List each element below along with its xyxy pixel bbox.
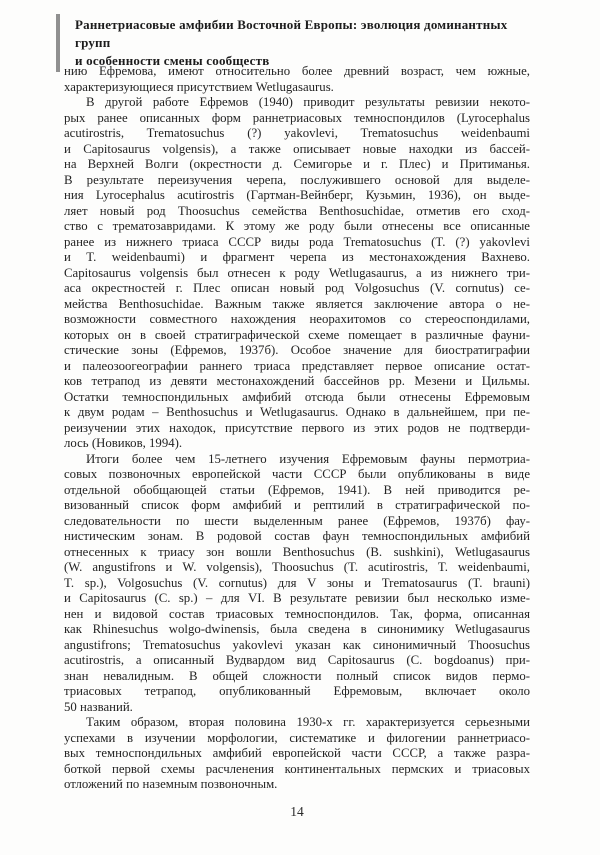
text-line: визованный список форм амфибий и рептилий в стратиграфической по- — [64, 498, 530, 512]
text-line: и палеозоогеографии раннего триаса представляет первое описание остат- — [64, 358, 530, 373]
text-line: ранее из нижнего триаса СССР виды рода Trematosuchus (T. (?) yakovlevi — [64, 234, 530, 249]
text-line: acutirostris, а описанный Вудвардом вид Capitosaurus (C. bogdoanus) при- — [64, 653, 530, 667]
text-line: acutirostris, Trematosuchus (?) yakovlevi, Trematosuchus weidenbaumi — [64, 126, 530, 140]
text-line: стические зоны (Ефремов, 1937б). Особое значение для биостратиграфии — [64, 343, 530, 357]
text-line: В результате переизучения черепа, послужившего основой для выделе- — [64, 172, 530, 187]
text-line: мейства Benthosuchidae. Важным также является заключение автора о не- — [64, 296, 530, 311]
text-line: Таким образом, вторая половина 1930-х гг. характеризуется серьезными — [86, 715, 530, 729]
text-line: нен и видовой состав триасовых темноспондилов. Так, форма, описанная — [64, 606, 530, 621]
text-line: отложений по наземным позвоночным. — [64, 777, 278, 791]
text-line: Итоги более чем 15-летнего изучения Ефремовым фауны пермотриа- — [86, 451, 530, 466]
text-line: реизучении этих находок, присутствие первого из этих родов не подтверди- — [64, 420, 530, 435]
running-head-rule — [56, 14, 60, 72]
text-line: ство с трематозавридами. К этому же роду были отнесены все описанные — [64, 219, 530, 233]
text-line: ляет новый род Thoosuchus семейства Benthosuchidae, отметив его сход- — [64, 203, 530, 218]
text-line: нию Ефремова, имеют относительно более древний возраст, чем южные, — [64, 64, 530, 78]
text-line: аса окрестностей г. Плес описан новый род Volgosuchus (V. cornutus) се- — [64, 281, 530, 295]
text-line: В другой работе Ефремов (1940) приводит результаты ревизии некото- — [86, 95, 530, 109]
text-line: следовательности по шести выделенным ранее (Ефремов, 1937б) фау- — [64, 513, 530, 528]
page-number: 14 — [290, 804, 304, 819]
text-line: и Capitosaurus volgensis), а также описывает новые находки из бассей- — [64, 141, 530, 156]
text-line: и T. weidenbaumi) и фрагмент черепа из местонахождения Вахнево. — [64, 250, 530, 264]
body-text — [64, 64, 530, 793]
text-line: отдельной обобщающей статьи (Ефремов, 1941). В ней приводится ре- — [64, 482, 530, 497]
text-line: боткой первой схемы расчленения континентальных пермских и триасовых — [64, 761, 530, 776]
text-line: (W. angustifrons и W. volgensis), Thoosuchus (T. acutirostris, T. weidenbaumi, — [64, 560, 530, 574]
text-line: которых он в своей стратиграфической схеме помещает в различные фауни- — [64, 327, 530, 342]
text-line: триасовых тетрапод, опубликованный Ефремовым, включает около — [64, 684, 530, 698]
text-line: ков тетрапод из девяти местонахождений бассейнов рр. Мезени и Цильмы. — [64, 374, 530, 388]
text-line: возможности совместного нахождения неорахитомов со стереоспондилами, — [64, 312, 530, 326]
running-head-line-1: Раннетриасовые амфибии Восточной Европы: эволюция доминантных групп — [75, 17, 508, 50]
text-line: лось (Новиков, 1994). — [64, 436, 183, 450]
text-line: отнесенных к триасу зон вошли Benthosuchus (B. sushkini), Wetlugasaurus — [64, 544, 530, 559]
text-line: 50 названий. — [64, 699, 133, 714]
text-line: знан невалидным. В общей сложности полный список видов пермо- — [64, 668, 530, 683]
text-line: ния Lyrocephalus acutirostris (Гартман-Вейнберг, Кузьмин, 1936), он выде- — [64, 188, 530, 202]
text-line: вых темноспондильных амфибий европейской части СССР, а также разра- — [64, 746, 530, 760]
text-line: нистическим зонам. В родовой состав фаун темноспондильных амфибий — [64, 529, 530, 543]
text-line: и Capitosaurus (C. sp.) – для VI. В результате ревизии был несколько изме- — [64, 591, 530, 605]
text-line: на Верхней Волги (окрестности д. Семигорье и г. Плес) и Притиманья. — [64, 157, 530, 171]
text-line: характеризующиеся присутствием Wetlugasaurus. — [64, 79, 334, 94]
text-line: успехами в изучении морфологии, систематике и филогении раннетриасо- — [64, 730, 530, 745]
text-line: angustifrons; Trematosuchus yakovlevi указан как синонимичный Thoosuchus — [64, 637, 530, 652]
text-line: совых позвоночных европейской части СССР были опубликованы в виде — [64, 467, 530, 481]
text-line: к двум родам – Benthosuchus и Wetlugasaurus. Однако в дальнейшем, при пе- — [64, 405, 530, 419]
text-line: T. sp.), Volgosuchus (V. cornutus) для V зоны и Trematosaurus (T. brauni) — [64, 575, 530, 590]
text-line: как Rhinesuchus wolgo-dwinensis, была сведена в синонимику Wetlugasaurus — [64, 622, 530, 636]
text-line: рых ранее описанных форм раннетриасовых темноспондилов (Lyrocephalus — [64, 110, 530, 125]
running-head-line-2: и особенности смены сообществ — [75, 53, 270, 68]
text-line: Capitosaurus volgensis был отнесен к роду Wetlugasaurus, а из нижнего три- — [64, 265, 530, 280]
text-line: Остатки темноспондильных амфибий отсюда были отнесены Ефремовым — [64, 389, 530, 404]
